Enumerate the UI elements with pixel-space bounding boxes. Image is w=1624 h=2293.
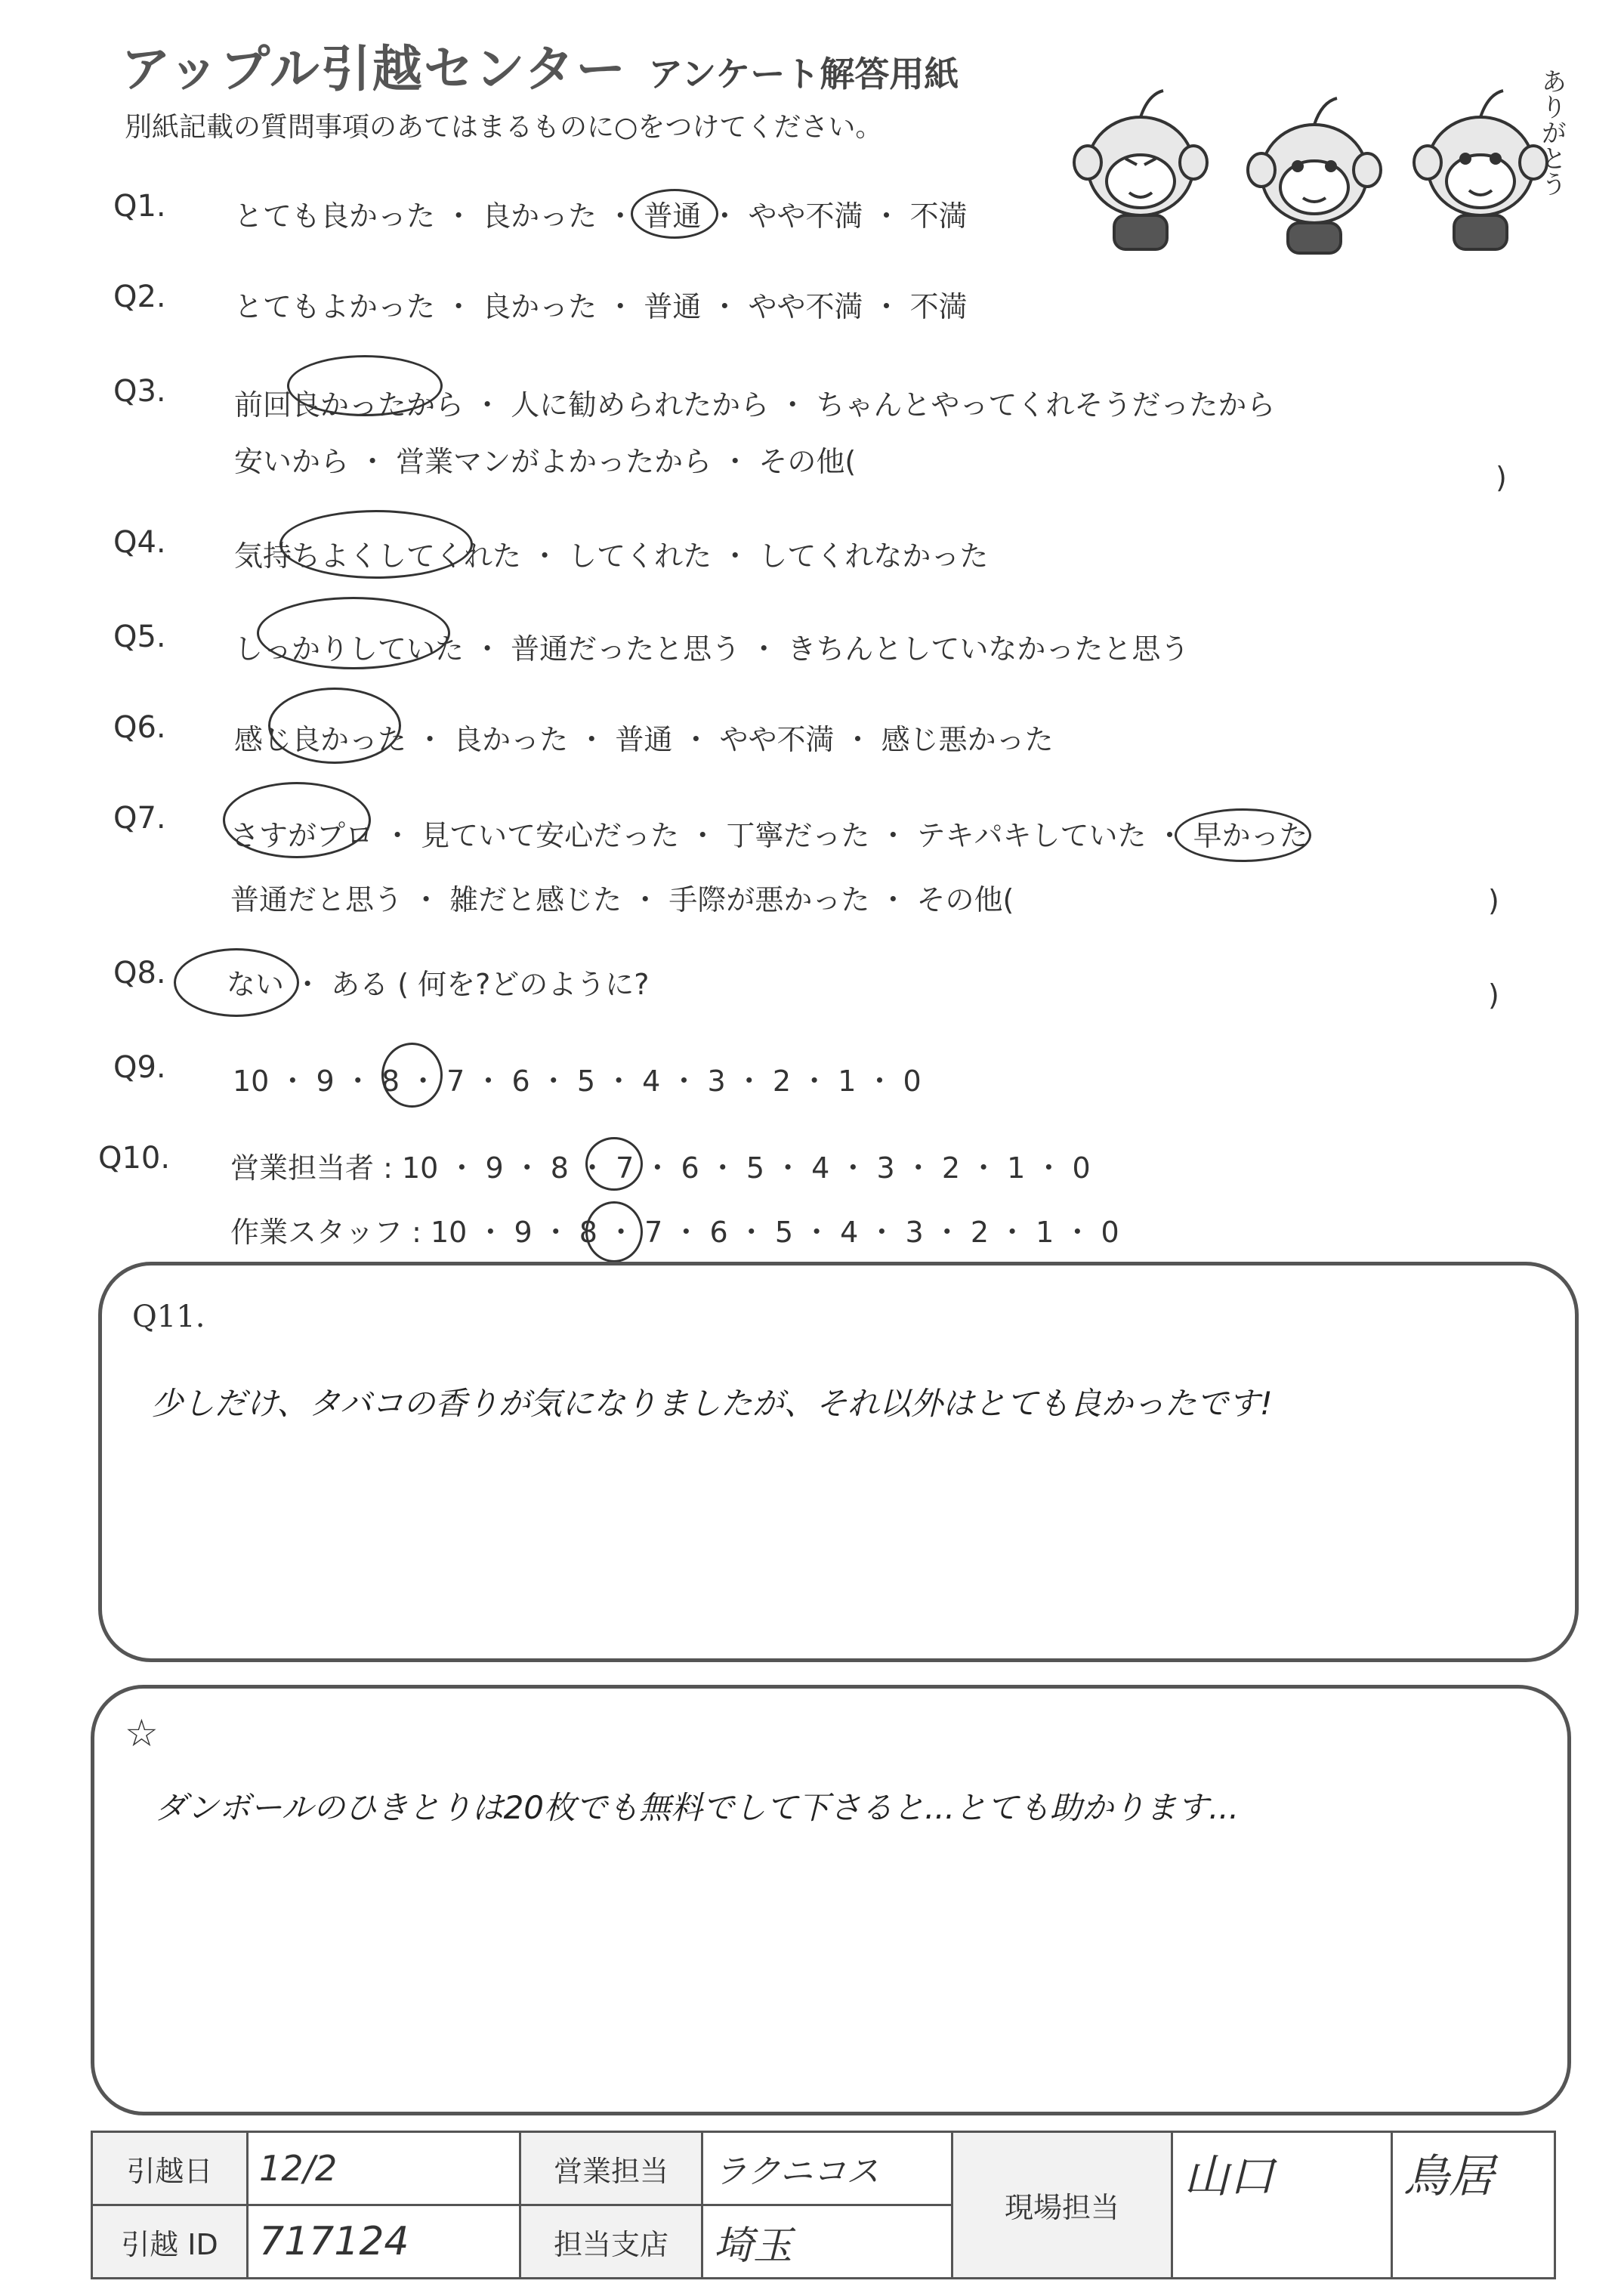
monkey-mascot-illustration — [1057, 53, 1571, 257]
star-comment-box — [91, 1685, 1571, 2115]
move-date-value: 12/2 — [248, 2132, 520, 2205]
site-staff-label: 現場担当 — [952, 2132, 1172, 2279]
q6-number: Q6. — [113, 710, 166, 745]
star-label: ☆ — [125, 1711, 159, 1755]
q9-number: Q9. — [113, 1050, 166, 1085]
q7-answer-circle — [223, 782, 371, 858]
q6-answer-circle — [268, 688, 401, 764]
q9-answer-circle — [381, 1043, 443, 1108]
q1-number: Q1. — [113, 189, 166, 224]
q3-options-line1: 前回良かったから ・ 人に勧められたから ・ ちゃんとやってくれそうだったから — [234, 388, 1276, 422]
q11-label: Q11. — [132, 1299, 205, 1334]
q10-options-staff: 作業スタッフ : 10 ・ 9 ・ 8 ・ 7 ・ 6 ・ 5 ・ 4 ・ 3 ・ 2 ・ 1 ・ 0 — [230, 1216, 1119, 1249]
sales-rep-label: 営業担当 — [520, 2132, 702, 2205]
q6-options: 感じ良かった ・ 良かった ・ 普通 ・ やや不満 ・ 感じ悪かった — [234, 723, 1054, 756]
mascot-caption: ありがとう — [1536, 68, 1567, 196]
branch-label: 担当支店 — [520, 2205, 702, 2279]
q7-close-paren: ) — [1488, 884, 1499, 917]
q10-number: Q10. — [98, 1141, 171, 1176]
q4-number: Q4. — [113, 525, 166, 560]
q7-options-line2: 普通だと思う ・ 雑だと感じた ・ 手際が悪かった ・ その他( — [230, 883, 1014, 916]
q7-answer-circle-fast — [1175, 808, 1311, 862]
q8-answer-circle — [174, 948, 299, 1017]
q8-close-paren: ) — [1488, 978, 1499, 1012]
q1-options: とても良かった ・ 良かった ・ 普通 ・ やや不満 ・ 不満 — [234, 199, 968, 233]
q8-options: ない ・ ある ( 何を?どのように? — [227, 968, 650, 1001]
q10-sales-answer-circle — [585, 1137, 643, 1191]
q1-answer-circle — [631, 189, 718, 239]
q10-options-sales: 営業担当者 : 10 ・ 9 ・ 8 ・ 7 ・ 6 ・ 5 ・ 4 ・ 3 ・ 2 ・ 1 ・ 0 — [230, 1151, 1091, 1185]
q5-answer-circle — [257, 597, 450, 669]
q7-options-line1: さすがプロ ・ 見ていて安心だった ・ 丁寧だった ・ テキパキしていた ・ 早かった — [230, 819, 1308, 852]
q5-number: Q5. — [113, 620, 166, 654]
move-info-table — [91, 2131, 1556, 2279]
q4-options: 気持ちよくしてくれた ・ してくれた ・ してくれなかった — [234, 539, 989, 573]
site-staff-value-1: 山口 — [1172, 2132, 1392, 2279]
q2-options: とてもよかった ・ 良かった ・ 普通 ・ やや不満 ・ 不満 — [234, 290, 968, 323]
site-staff-value-2: 鳥居 — [1392, 2132, 1555, 2279]
move-date-label: 引越日 — [92, 2132, 248, 2205]
q3-number: Q3. — [113, 374, 166, 409]
q3-answer-circle — [287, 355, 443, 416]
q5-options: しっかりしていた ・ 普通だったと思う ・ きちんとしていなかったと思う — [234, 632, 1190, 666]
form-title — [121, 29, 959, 100]
star-handwritten-comment: ダンボールのひきとりは20枚でも無料でして下さると...とても助かります... — [155, 1789, 1240, 1826]
branch-value: 埼玉 — [702, 2205, 952, 2279]
q4-answer-circle — [279, 510, 473, 579]
q8-number: Q8. — [113, 956, 166, 990]
instruction-text: 別紙記載の質問事項のあてはまるものに○をつけてください。 — [125, 112, 883, 143]
q10-staff-answer-circle — [585, 1201, 643, 1262]
sales-rep-value: ラクニコス — [702, 2132, 952, 2205]
q9-options: 10 ・ 9 ・ 8 ・ 7 ・ 6 ・ 5 ・ 4 ・ 3 ・ 2 ・ 1 ・ 0 — [233, 1065, 922, 1098]
q11-handwritten-comment: 少しだけ、タバコの香りが気になりましたが、それ以外はとても良かったです! — [151, 1385, 1273, 1422]
q11-comment-box — [98, 1262, 1579, 1662]
q3-close-paren: ) — [1496, 461, 1507, 494]
company-name: アップル引越センター — [121, 40, 628, 98]
form-subtitle: アンケート解答用紙 — [648, 54, 959, 94]
q3-options-line2: 安いから ・ 営業マンがよかったから ・ その他( — [234, 445, 857, 478]
move-id-value: 717124 — [248, 2205, 520, 2279]
q2-number: Q2. — [113, 280, 166, 314]
move-id-label: 引越 ID — [92, 2205, 248, 2279]
q7-number: Q7. — [113, 801, 166, 836]
